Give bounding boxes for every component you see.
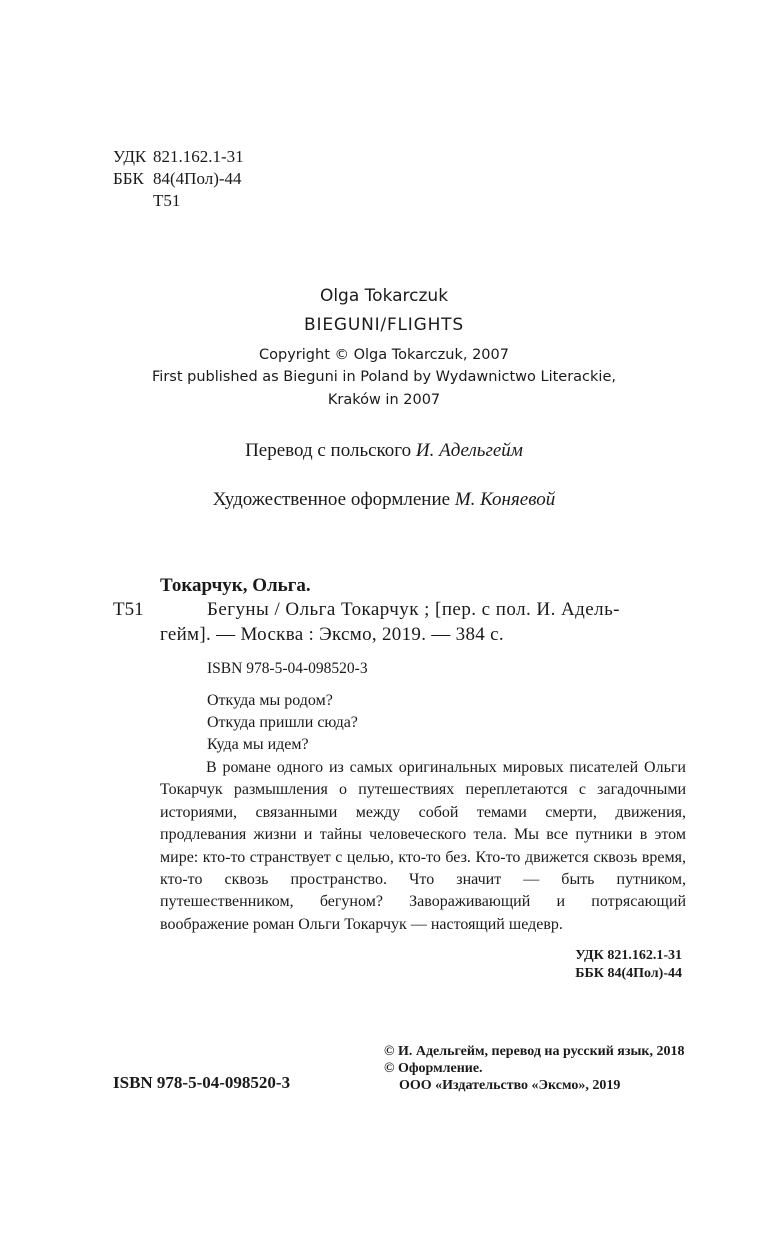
author-mark: Т51	[153, 191, 181, 210]
udk-label: УДК	[113, 147, 147, 166]
annotation-paragraph: В романе одного из самых оригинальных мировых писателей Ольги Токарчук размышления о путешествиях переплетаются с загадочными историями, связанными между собой темами смерти, движения, продлевания жизни и тайны человеческого тела. Мы все путники в этом мире: кто-то странствует с целью, кто-то без. Кто-то движется сквозь время, кто-то сквозь пространство. Что значит — быть путником, путешественником, бегуном? Завораживающий и потрясающий воображение роман Ольги Токарчук — настоящий шедевр.	[160, 759, 686, 933]
original-title: BIEGUNI/FLIGHTS	[304, 315, 464, 335]
design-credit	[0, 489, 768, 511]
question-3: Куда мы идем?	[207, 736, 309, 753]
footer-copyright-design-2: ООО «Издательство «Эксмо», 2019	[399, 1078, 621, 1093]
translation-label: Перевод с польского	[245, 440, 412, 461]
entry-bbk: ББК 84(4Пол)-44	[575, 966, 682, 981]
entry-description-line2: гейм]. — Москва : Эксмо, 2019. — 384 с.	[160, 624, 504, 645]
first-published-line2: Kraków in 2007	[327, 392, 441, 408]
designer-name: М. Коняевой	[454, 489, 556, 510]
first-published-line1: First published as Bieguni in Poland by Wydawnictwo Literackie,	[152, 369, 616, 385]
entry-heading: Токарчук, Ольга.	[160, 575, 311, 596]
original-author: Olga Tokarczuk	[319, 286, 449, 306]
entry-author-mark: Т51	[113, 599, 144, 620]
footer-copyright-design-1: © Оформление.	[384, 1061, 483, 1076]
footer-isbn: ISBN 978-5-04-098520-3	[113, 1073, 291, 1092]
question-2: Откуда пришли сюда?	[207, 714, 358, 731]
entry-udk: УДК 821.162.1-31	[575, 948, 682, 963]
translation-credit	[0, 440, 768, 462]
bbk-label: ББК	[113, 169, 144, 188]
translator-name: И. Адельгейм	[415, 440, 523, 461]
udk-value: 821.162.1-31	[153, 147, 244, 166]
bbk-value: 84(4Пол)-44	[153, 169, 242, 188]
footer-copyright-translation: © И. Адельгейм, перевод на русский язык, 2018	[384, 1044, 685, 1059]
original-copyright: Copyright © Olga Tokarczuk, 2007	[259, 347, 509, 363]
entry-description-line1: Бегуны / Ольга Токарчук ; [пер. с пол. И. Адель-	[207, 599, 620, 620]
question-1: Откуда мы родом?	[207, 692, 333, 709]
design-label: Художественное оформление	[212, 489, 451, 510]
entry-isbn: ISBN 978-5-04-098520-3	[207, 660, 368, 677]
